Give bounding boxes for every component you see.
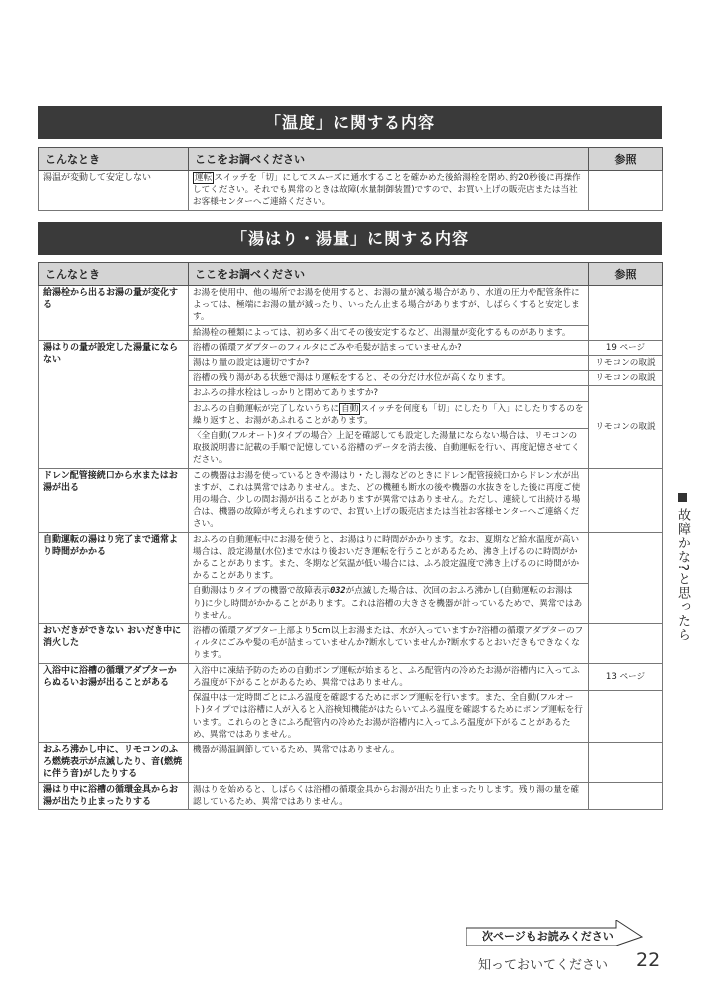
col-ref: 参照 — [589, 148, 663, 171]
row-when: 湯はりの量が設定した湯量にならない — [39, 340, 189, 468]
col-ref: 参照 — [589, 263, 663, 286]
row-ref — [589, 742, 663, 782]
col-check: ここをお調べください — [189, 148, 589, 171]
col-when: こんなとき — [39, 148, 189, 171]
row-ref: 19 ページ — [589, 340, 663, 355]
row-when: 自動運転の湯はり完了まで通常より時間がかかる — [39, 532, 189, 623]
table-row — [39, 742, 663, 782]
table-row — [39, 171, 663, 211]
table-row — [39, 286, 663, 326]
row-ref: 13 ページ — [589, 663, 663, 690]
row-check: 浴槽の循環アダプター上部より5cm以上お湯または、水が入っていますか?浴槽の循環アダプターのフィルタにごみや髪の毛が詰まっていませんか?断水していませんか?断水するとおいだきもできなくなります。 — [189, 624, 589, 664]
table-header — [39, 263, 663, 286]
row-ref — [589, 532, 663, 623]
next-page-label: 次ページもお読みください — [482, 930, 614, 943]
row-check: 運転 スイッチを「切」にしてスムーズに通水することを確かめた後給湯栓を閉め､約20秒後に再操作してください。それでも異常のときは故障(水量制御装置)ですので、お買い上げの販売店または当社お客様センターへご連絡ください。 — [189, 171, 589, 211]
row-when: 入浴中に浴槽の循環アダプターからぬるいお湯が出ることがある — [39, 663, 189, 742]
row-check: 〈全自動(フルオート)タイプの場合〉上記を確認しても設定した湯量にならない場合は、リモコンの取扱説明書に記載の手順で記憶している浴槽のデータを消去後、自動運転を行い、再度記憶させてください。 — [189, 429, 589, 469]
row-check: 機器が湯温調節しているため、異常ではありません。 — [189, 742, 589, 782]
row-ref: リモコンの取説 — [589, 386, 663, 468]
table-row — [39, 532, 663, 584]
temperature-table — [38, 147, 663, 211]
row-ref: リモコンの取説 — [589, 356, 663, 371]
side-tab — [672, 493, 692, 642]
row-when: 湯はり中に浴槽の循環金具からお湯が出たり止まったりする — [39, 782, 189, 809]
page-number: 22 — [636, 949, 661, 971]
row-when: ドレン配管接続口から水またはお湯が出る — [39, 468, 189, 532]
next-page-note — [466, 920, 644, 946]
row-check: おふろの排水栓はしっかりと閉めてありますか? — [189, 386, 589, 401]
row-check: 給湯栓の種類によっては、初め多く出てその後安定するなど、出湯量が変化するものがあります。 — [189, 325, 589, 340]
row-ref — [589, 782, 663, 809]
row-check: 保温中は一定時間ごとにふろ温度を確認するためにポンプ運転を行います。また、全自動(フルオート)タイプでは浴槽に人が入ると入浴検知機能がはたらいてふろ温度を確認するためにポンプ運転を行います。これらのときにふろ配管内の冷めたお湯が浴槽内に入ってふろ温度が下がることがあるため、異常ではありません。 — [189, 691, 589, 743]
section-title-temperature: 「温度」に関する内容 — [38, 106, 662, 139]
row-ref: リモコンの取説 — [589, 371, 663, 386]
row-check: この機器はお湯を使っているときや湯はり・たし湯などのときにドレン配管接続口からドレン水が出ますが、これは異常ではありません。また、どの機種も断水の後や機器の水抜きをした後に再度ご使用の場合、少しの間お湯が出ることがありますが異常ではありません。ただし、連続して出続ける場合は、機器の故障が考えられますので、お買い上げの販売店または当社お客様センターへご連絡ください。 — [189, 468, 589, 532]
table-row — [39, 468, 663, 532]
section-title-yuhari: 「湯はり・湯量」に関する内容 — [38, 222, 662, 255]
row-check: おふろの自動運転中にお湯を使うと、お湯はりに時間がかかります。なお、夏期など給水温度が高い場合は、設定湯量(水位)まで水はり後おいだき運転を行うことがあるため、沸き上げるのに時間がかかることがあります。また、冬期など気温が低い場合には、ふろ設定温度で沸き上げるのに時間がかかることがあります。 — [189, 532, 589, 584]
row-ref — [589, 624, 663, 664]
yuhari-table — [38, 262, 663, 810]
table-row — [39, 782, 663, 809]
table-row — [39, 663, 663, 690]
row-ref — [589, 171, 663, 211]
row-check: 湯はり量の設定は適切ですか? — [189, 356, 589, 371]
row-when: おいだきができない おいだき中に消火した — [39, 624, 189, 664]
side-tab-label: 故障かな?と思ったら — [675, 508, 690, 642]
row-check: お湯を使用中、他の場所でお湯を使用すると、お湯の量が減る場合があり、水道の圧力や配管条件によっては、極端にお湯の量が減ったり、いったん止まる場合がありますが、しばらくすると安定します。 — [189, 286, 589, 326]
col-when: こんなとき — [39, 263, 189, 286]
table-row — [39, 624, 663, 664]
table-row — [39, 340, 663, 355]
row-check: 入浴中に凍結予防のための自動ポンプ運転が始まると、ふろ配管内の冷めたお湯が浴槽内に入ってふろ温度が下がることがあるため、異常ではありません。 — [189, 663, 589, 690]
row-check: おふろの自動運転が完了しないうちに 自動 スイッチを何度も「切」にしたり「入」にしたりするのを繰り返すと、お湯があふれることがあります。 — [189, 401, 589, 428]
unten-key-label: 運転 — [195, 173, 213, 183]
row-ref — [589, 286, 663, 341]
row-when: おふろ沸かし中に、リモコンのふろ燃焼表示が点滅したり、音(燃焼に伴う音)がしたりする — [39, 742, 189, 782]
row-ref — [589, 468, 663, 532]
row-check: 湯はりを始めると、しばらくは浴槽の循環金具からお湯が出たり止まったりします。残り湯の量を確認しているため、異常ではありません。 — [189, 782, 589, 809]
row-when: 給湯栓から出るお湯の量が変化する — [39, 286, 189, 341]
table-header — [39, 148, 663, 171]
row-check: 浴槽の残り湯がある状態で湯はり運転をすると、その分だけ水位が高くなります。 — [189, 371, 589, 386]
col-check: ここをお調べください — [189, 263, 589, 286]
row-ref — [589, 691, 663, 743]
square-bullet-icon — [678, 493, 687, 502]
row-when: 湯温が変動して安定しない — [39, 171, 189, 211]
row-check: 浴槽の循環アダプターのフィルタにごみや毛髪が詰まっていませんか? — [189, 340, 589, 355]
footer-label: 知っておいてください — [478, 958, 609, 973]
row-check: 自動湯はりタイプの機器で故障表示032が点滅した場合は、次回のおふろ沸かし(自動運転のお湯はり)に少し時間がかかることがあります。これは浴槽の大きさを機器が計っているためで、異常ではありません。 — [189, 584, 589, 624]
error-code-display: 032 — [330, 586, 346, 597]
jidou-key-label: 自動 — [341, 403, 359, 414]
